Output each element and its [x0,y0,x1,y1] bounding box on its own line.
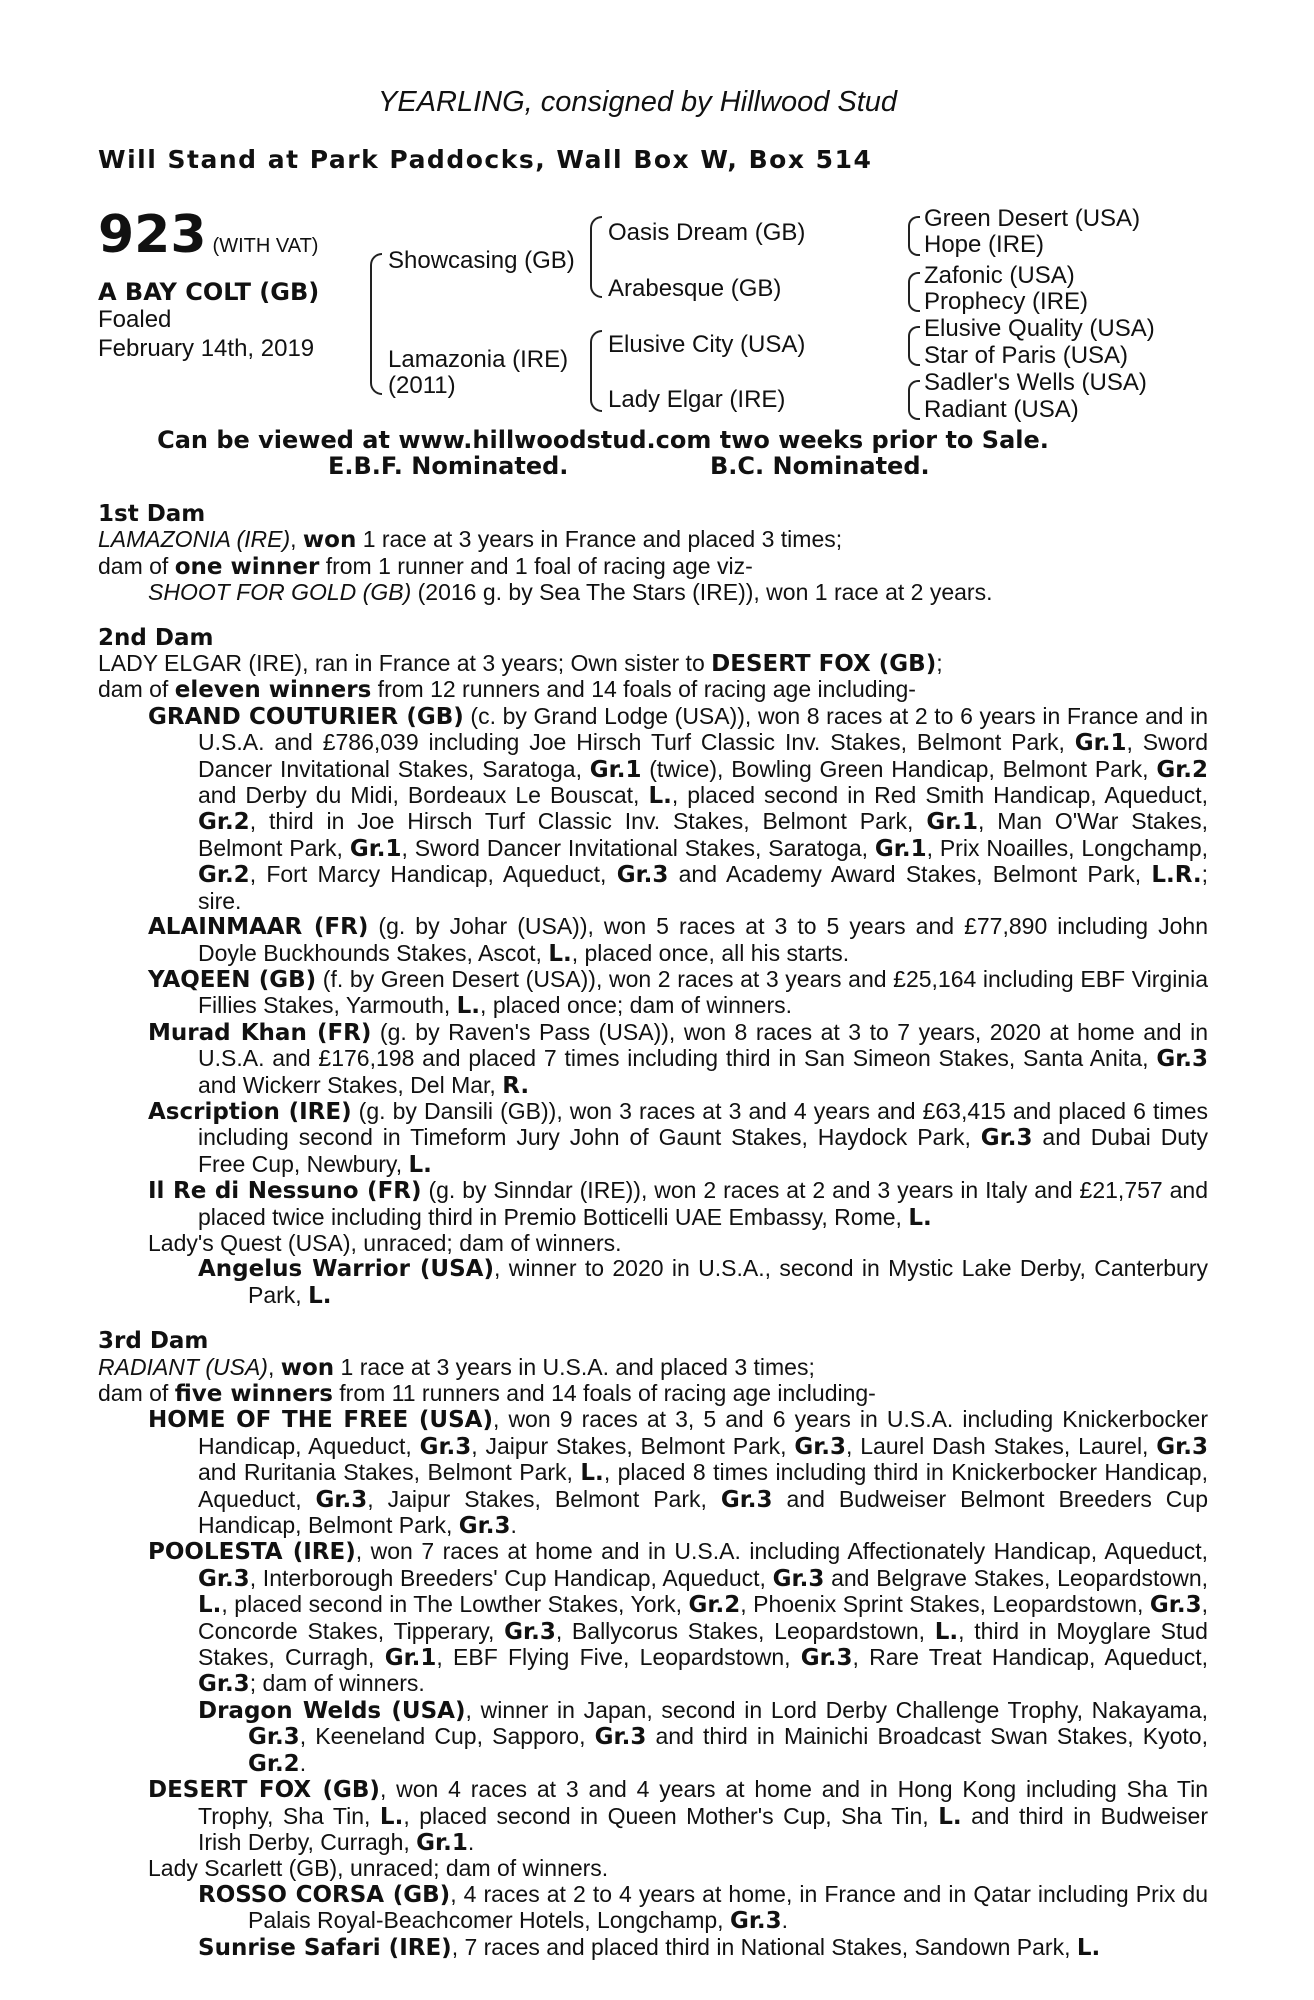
first-dam-line: LAMAZONIA (IRE), won 1 race at 3 years in France and placed 3 times; [98,526,843,554]
brace-g4 [908,380,920,420]
progeny-entry: ALAINMAAR (FR) (g. by Johar (USA)), won 5 races at 3 to 5 years and £77,890 including John Doyle Buckhounds Stakes, Ascot, L., placed once, all his starts. [148,913,1208,967]
dam-brace [590,330,602,412]
grand-progeny-entry: Angelus Warrior (USA), winner to 2020 in U.S.A., second in Mystic Lake Derby, Canterbury Park, L. [198,1255,1208,1309]
unraced-daughter: Lady's Quest (USA), unraced; dam of winners. [148,1229,622,1256]
grand-dam-1: Hope (IRE) [924,231,1045,258]
lot-number: 923 [98,205,207,265]
first-dam-progeny: SHOOT FOR GOLD (GB) (2016 g. by Sea The Stars (IRE)), won 1 race at 2 years. [148,579,993,606]
foaled-date: February 14th, 2019 [98,335,315,362]
grand-sire-4: Sadler's Wells (USA) [924,369,1147,396]
progeny-entry: POOLESTA (IRE), won 7 races at home and in U.S.A. including Affectionately Handicap, Aqueduct, Gr.3, Interborough Breeders' Cup Handicap, Aqueduct, Gr.3 and Belgrave Stakes, Leopardstown, L., placed second in The Lowther Stakes, York, Gr.2, Phoenix Sprint Stakes, Leopardstown, Gr.3, Concorde Stakes, Tipperary, Gr.3, Ballycorus Stakes, Leopardstown, L., third in Moyglare Stud Stakes, Curragh, Gr.1, EBF Flying Five, Leopardstown, Gr.3, Rare Treat Handicap, Aqueduct, Gr.3; dam of winners. [148,1538,1209,1698]
third-dam-line: RADIANT (USA), won 1 race at 3 years in U.S.A. and placed 3 times; [98,1353,815,1381]
dam-record [98,502,1208,1961]
ebf-nominated: E.B.F. Nominated. [328,452,569,480]
grand-progeny-entry: Dragon Welds (USA), winner in Japan, second in Lord Derby Challenge Trophy, Nakayama, Gr.3, Keeneland Cup, Sapporo, Gr.3 and third in Mainichi Broadcast Swan Stakes, Kyoto, Gr.2. [198,1696,1208,1777]
second-dam-heading: 2nd Dam [98,624,214,651]
brace-g2 [908,272,920,312]
first-dam-heading: 1st Dam [98,501,206,527]
second-dam-summary: dam of eleven winners from 12 runners and 14 foals of racing age including- [98,676,916,704]
dam-sire-name: Elusive City (USA) [608,331,806,358]
dam-name: Lamazonia (IRE) [388,346,569,373]
third-dam-summary: dam of five winners from 11 runners and 14 foals of racing age including- [98,1380,876,1407]
first-dam-summary: dam of one winner from 1 runner and 1 foal of racing age viz- [98,552,753,580]
grand-dam-3: Star of Paris (USA) [924,342,1129,369]
lot-heading [98,205,318,265]
lot-description: A BAY COLT (GB) [98,278,320,306]
third-dam-heading: 3rd Dam [98,1328,209,1355]
foaled-label: Foaled [98,306,172,333]
progeny-entry: Ascription (IRE) (g. by Dansili (GB)), won 3 races at 3 and 4 years and £63,415 and placed 6 times including second in Timeform Jury John of Gaunt Stakes, Haydock Park, Gr.3 and Dubai Duty Free Cup, Newbury, L. [148,1097,1208,1178]
unraced-daughter: Lady Scarlett (GB), unraced; dam of winners. [148,1855,609,1882]
sire-dam-name: Arabesque (GB) [608,275,782,302]
grand-progeny-entry: Sunrise Safari (IRE), 7 races and placed third in National Stakes, Sandown Park, L. [198,1933,1101,1961]
progeny-entry: Il Re di Nessuno (FR) (g. by Sinndar (IRE)), won 2 races at 2 and 3 years in Italy and £21,757 and placed twice including third in Premio Botticelli UAE Embassy, Rome, L. [148,1177,1209,1231]
brace-g1 [908,216,920,256]
grand-progeny-entry: ROSSO CORSA (GB), 4 races at 2 to 4 years at home, in France and in Qatar including Prix du Palais Royal-Beachcomer Hotels, Longchamp, Gr.3. [198,1880,1208,1935]
second-dam-line: LADY ELGAR (IRE), ran in France at 3 years; Own sister to DESERT FOX (GB); [98,650,943,678]
sire-name: Showcasing (GB) [388,247,575,274]
progeny-entry: YAQEEN (GB) (f. by Green Desert (USA)), won 2 races at 3 years and £25,164 including EBF Virginia Fillies Stakes, Yarmouth, L., placed once; dam of winners. [148,965,1208,1020]
grand-dam-4: Radiant (USA) [924,396,1079,423]
vat-label: (WITH VAT) [212,235,319,257]
grand-sire-3: Elusive Quality (USA) [924,315,1155,342]
pedigree-brace [370,253,382,395]
brace-g3 [908,326,920,366]
progeny-entry: GRAND COUTURIER (GB) (c. by Grand Lodge (USA)), won 8 races at 2 to 6 years in France and in U.S.A. and £786,039 including Joe Hirsch Turf Classic Inv. Stakes, Belmont Park, Gr.1, Sword Dancer Invitational Stakes, Saratoga, Gr.1 (twice), Bowling Green Handicap, Belmont Park, Gr.2 and Derby du Midi, Bordeaux Le Bouscat, L., placed second in Red Smith Handicap, Aqueduct, Gr.2, third in Joe Hirsch Turf Classic Inv. Stakes, Belmont Park, Gr.1, Man O'War Stakes, Belmont Park, Gr.1, Sword Dancer Invitational Stakes, Saratoga, Gr.1, Prix Noailles, Longchamp, Gr.2, Fort Marcy Handicap, Aqueduct, Gr.3 and Academy Award Stakes, Belmont Park, L.R.; sire. [148,702,1209,914]
grand-dam-2: Prophecy (IRE) [924,288,1089,315]
dam-dam-name: Lady Elgar (IRE) [608,386,786,413]
progeny-entry: DESERT FOX (GB), won 4 races at 3 and 4 years at home and in Hong Kong including Sha Tin Trophy, Sha Tin, L., placed second in Queen Mother's Cup, Sha Tin, L. and third in Budweiser Irish Derby, Curragh, Gr.1. [148,1776,1208,1856]
foaled-info [98,305,314,363]
progeny-entry: HOME OF THE FREE (USA), won 9 races at 3, 5 and 6 years in U.S.A. including Knickerbocker Handicap, Aqueduct, Gr.3, Jaipur Stakes, Belmont Park, Gr.3, Laurel Dash Stakes, Laurel, Gr.3 and Ruritania Stakes, Belmont Park, L., placed 8 times including third in Knickerbocker Handicap, Aqueduct, Gr.3, Jaipur Stakes, Belmont Park, Gr.3 and Budweiser Belmont Breeders Cup Handicap, Belmont Park, Gr.3. [148,1406,1208,1540]
progeny-entry: Murad Khan (FR) (g. by Raven's Pass (USA)), won 8 races at 3 to 7 years, 2020 at home and in U.S.A. and £176,198 and placed 7 times including third in San Simeon Stakes, Santa Anita, Gr.3 and Wickerr Stakes, Del Mar, R. [148,1018,1208,1099]
grand-sire-1: Green Desert (USA) [924,205,1141,232]
sire-sire-name: Oasis Dream (GB) [608,219,806,246]
stand-location: Will Stand at Park Paddocks, Wall Box W, Box 514 [98,145,873,174]
viewing-notice: Can be viewed at www.hillwoodstud.com two weeks prior to Sale. [157,426,1049,454]
bc-nominated: B.C. Nominated. [710,452,930,480]
sire-brace [590,216,602,298]
page-title: YEARLING, consigned by Hillwood Stud [378,86,898,118]
grand-sire-2: Zafonic (USA) [924,262,1075,289]
dam-year: (2011) [388,372,456,399]
